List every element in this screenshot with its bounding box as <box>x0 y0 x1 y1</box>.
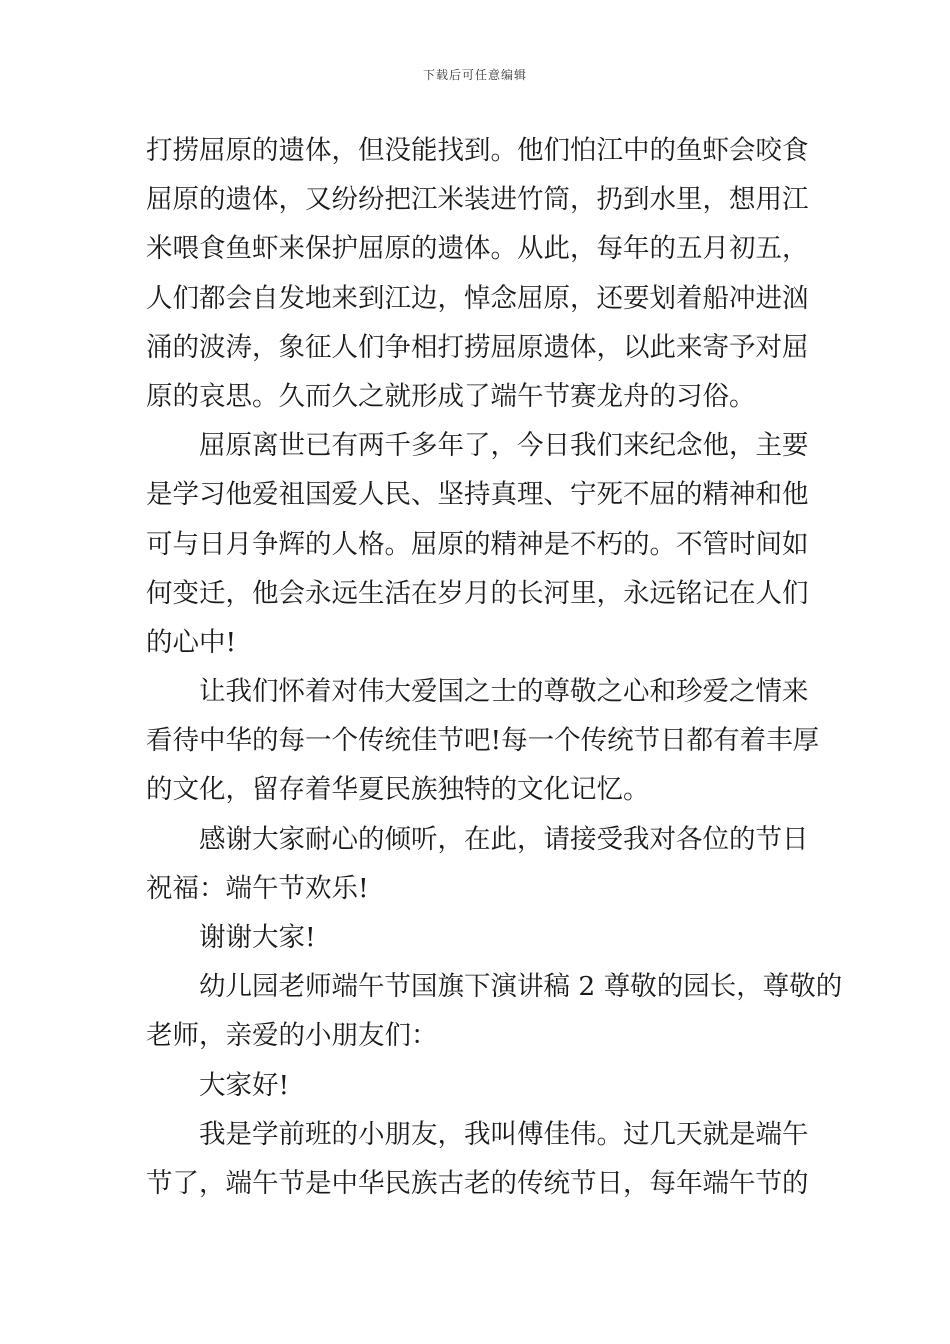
text-line: 老师，亲爱的小朋友们： <box>146 1020 438 1052</box>
text-line: 节了，端午节是中华民族古老的传统节日，每年端午节的 <box>146 1167 809 1199</box>
paragraph-start-line: 让我们怀着对伟大爱国之士的尊敬之心和珍爱之情来 <box>199 676 809 708</box>
text-line: 的文化，留存着华夏民族独特的文化记忆。 <box>146 774 650 806</box>
paragraph-start-line: 屈原离世已有两千多年了，今日我们来纪念他，主要 <box>199 430 809 462</box>
text-line: 涌的波涛，象征人们争相打捞屈原遗体，以此来寄予对屈 <box>146 331 809 363</box>
body-text <box>146 126 843 1208</box>
text-line: 原的哀思。久而久之就形成了端午节赛龙舟的习俗。 <box>146 380 756 412</box>
text-line: 是学习他爱祖国爱人民、坚持真理、宁死不屈的精神和他 <box>146 479 809 511</box>
paragraph-start-line: 我是学前班的小朋友，我叫傅佳伟。过几天就是端午 <box>199 1118 809 1150</box>
text-line: 屈原的遗体，又纷纷把江米装进竹筒，扔到水里，想用江 <box>146 184 809 216</box>
text-line: 看待中华的每一个传统佳节吧!每一个传统节日都有着丰厚 <box>146 725 820 757</box>
paragraph-start-line: 感谢大家耐心的倾听，在此，请接受我对各位的节日 <box>199 823 809 855</box>
text-line: 何变迁，他会永远生活在岁月的长河里，永远铭记在人们 <box>146 577 809 609</box>
paragraph-start-line: 幼儿园老师端午节国旗下演讲稿 2 尊敬的园长，尊敬的 <box>199 971 843 1003</box>
paragraph-start-line: 谢谢大家! <box>199 922 316 953</box>
text-line: 祝福：端午节欢乐! <box>146 872 369 904</box>
text-line: 的心中! <box>146 626 237 658</box>
text-line: 打捞屈原的遗体，但没能找到。他们怕江中的鱼虾会咬食 <box>146 135 809 166</box>
text-line: 人们都会自发地来到江边，悼念屈原，还要划着船冲进汹 <box>146 282 809 314</box>
page-header: 下载后可任意编辑 <box>422 68 527 82</box>
paragraph-start-line: 大家好! <box>199 1069 290 1101</box>
text-line: 米喂食鱼虾来保护屈原的遗体。从此，每年的五月初五， <box>146 233 809 265</box>
text-line: 可与日月争辉的人格。屈原的精神是不朽的。不管时间如 <box>146 528 809 560</box>
